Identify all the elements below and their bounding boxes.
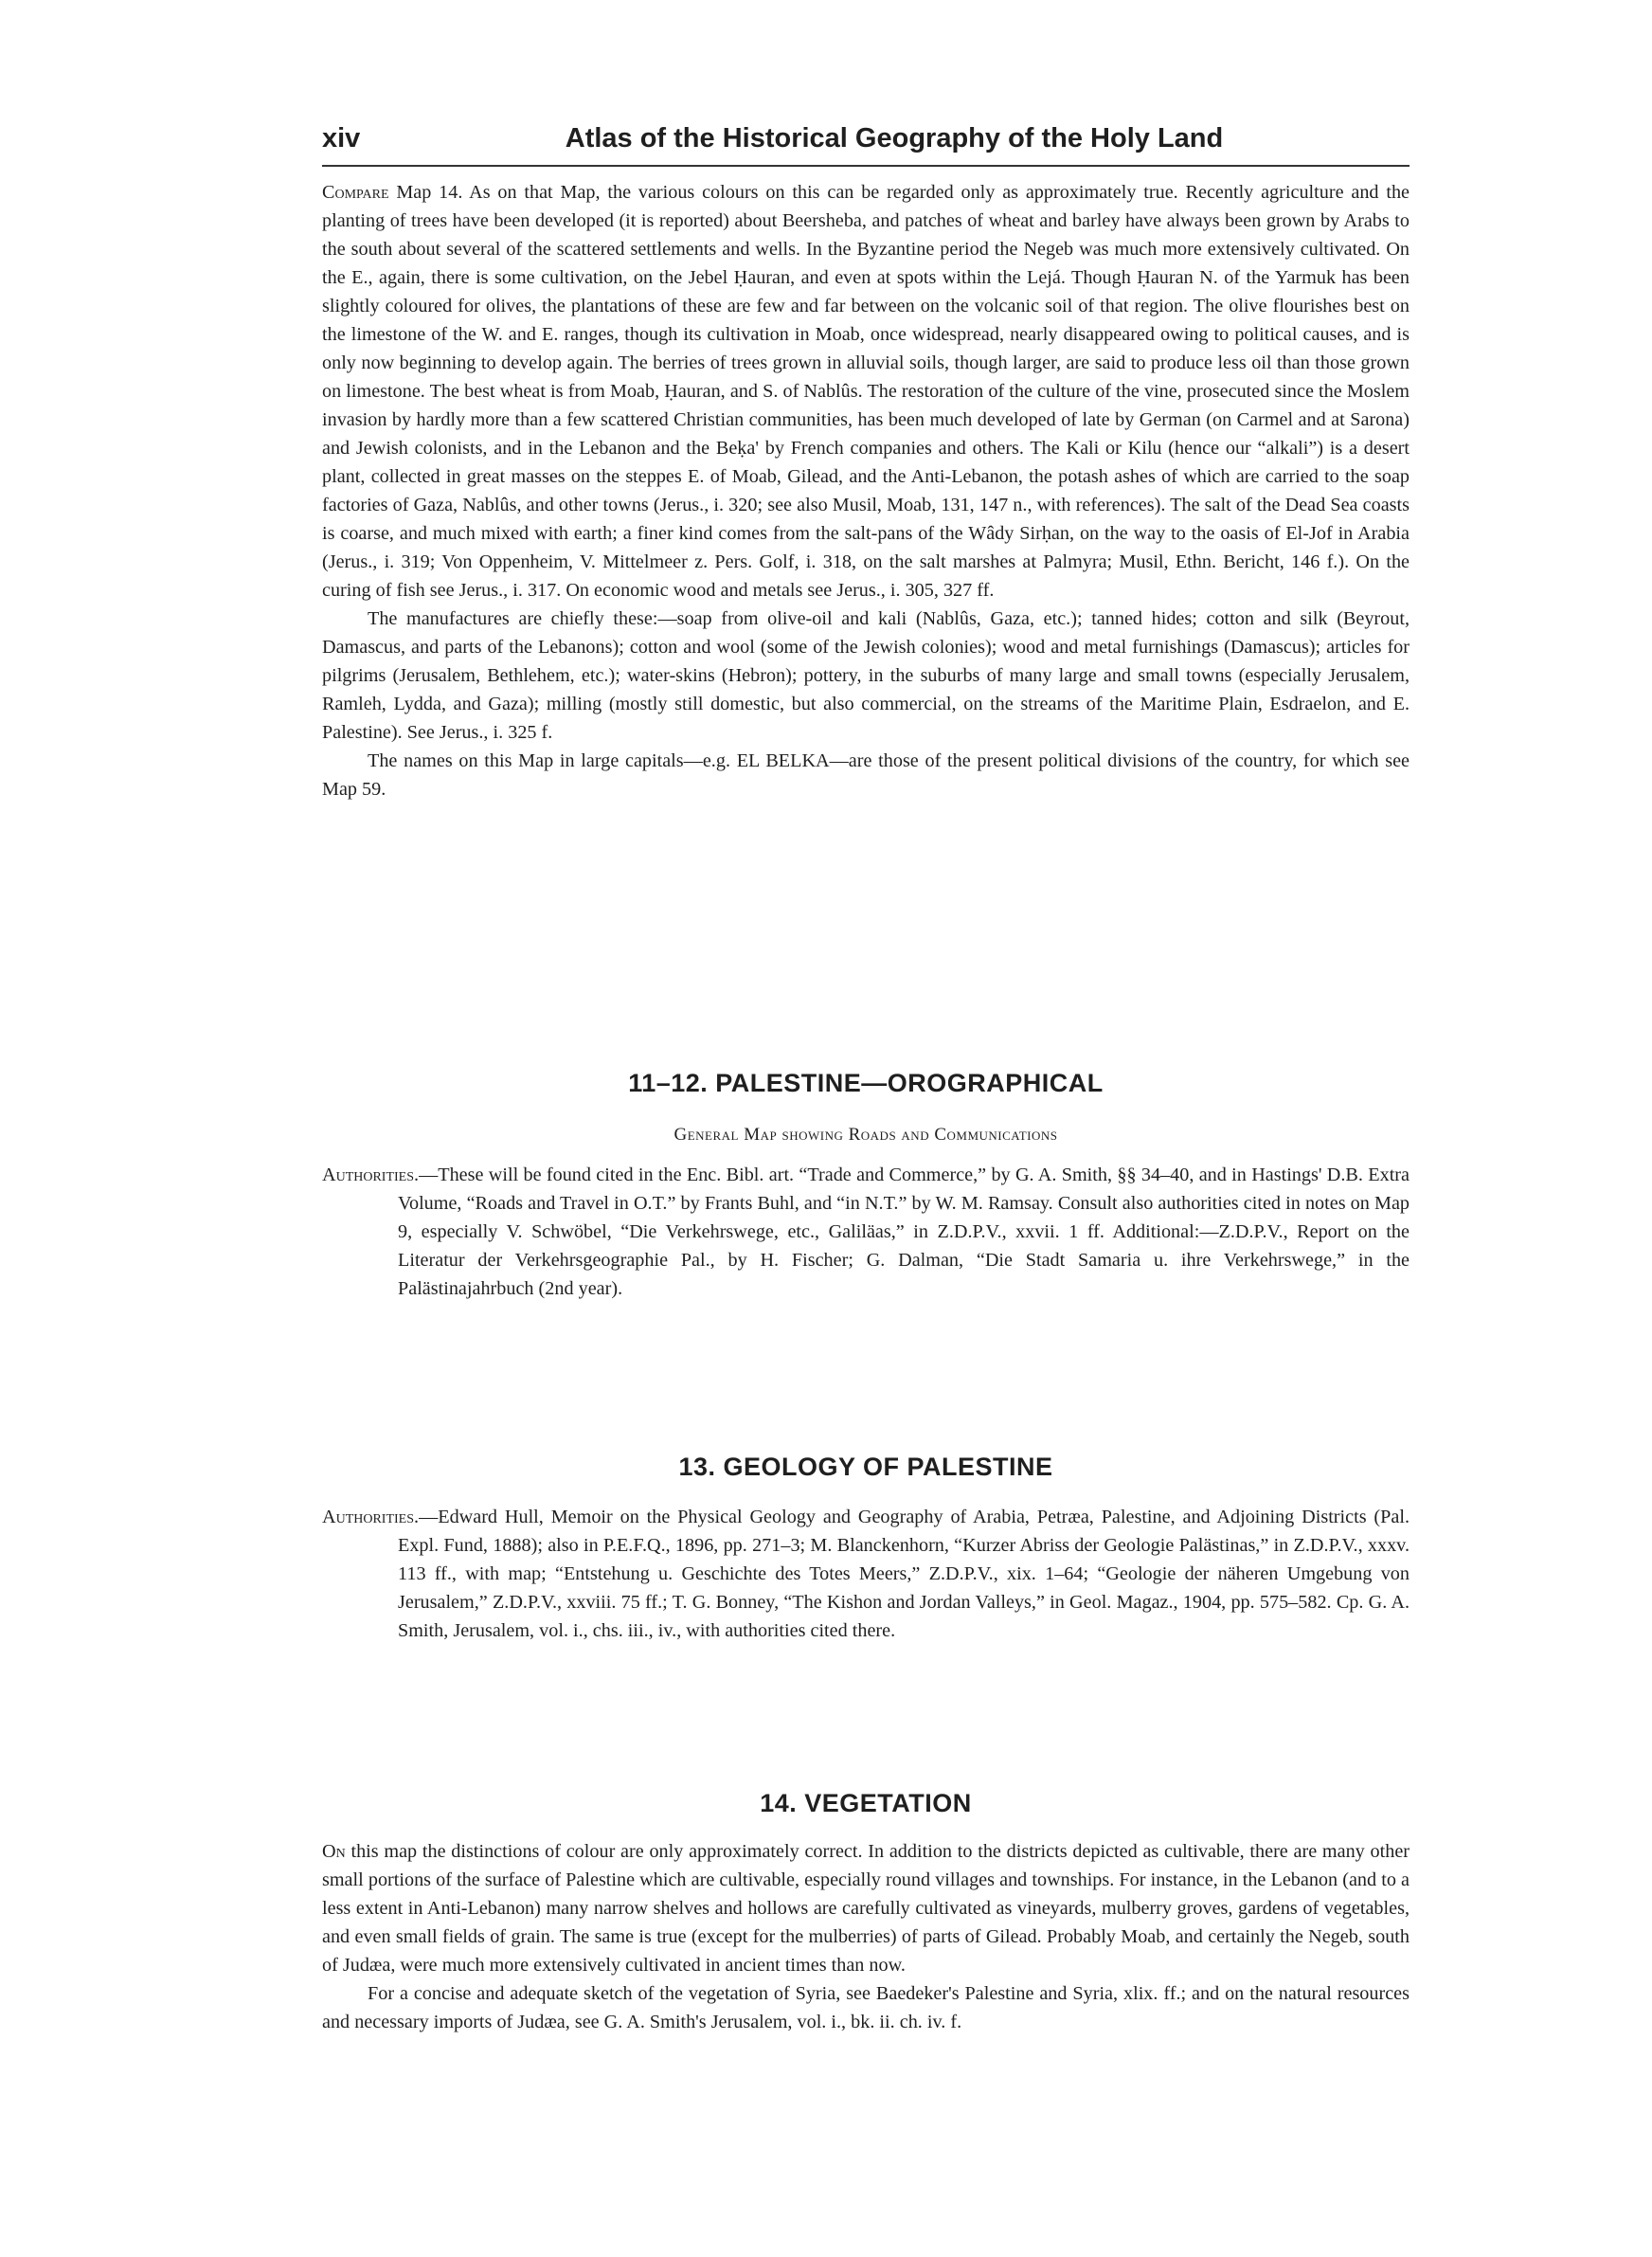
- section-subtitle: General Map showing Roads and Communications: [673, 1125, 1058, 1145]
- vegetation-body: [322, 1837, 1410, 2036]
- running-title: Atlas of the Historical Geography of the Holy Land: [565, 123, 1224, 153]
- section-title: 14. VEGETATION: [760, 1789, 972, 1817]
- paragraph-text: this map the distinctions of colour are only approximately correct. In addition to the districts depicted as cultivable, there are many other small portions of the surface of Palestine which are cultivable, especially round villages and townships. For instance, in the Lebanon (and to a less extent in Anti-Lebanon) many narrow shelves and hollows are carefully cultivated as vineyards, mulberry groves, gardens of vegetables, and even small fields of grain. The same is true (except for the mulberries) of parts of Gilead. Probably Moab, and certainly the Negeb, south of Judæa, were much more extensively cultivated in ancient times than now.: [322, 1841, 1410, 1976]
- authorities-paragraph: [322, 1503, 1410, 1645]
- lead-word: On: [322, 1841, 346, 1862]
- vegetation-paragraph-2: For a concise and adequate sketch of the vegetation of Syria, see Baedeker's Palestine and Syria, xlix. ff.; and on the natural resources and necessary imports of Judæa, see G. A. Smith's Jerusalem, vol. i., bk. ii. ch. iv. f.: [322, 1983, 1410, 2032]
- paragraph-text: —Edward Hull, Memoir on the Physical Geology and Geography of Arabia, Petræa, Palestine, and Adjoining Districts (Pal. Expl. Fund, 1888); also in P.E.F.Q., 1896, pp. 271–3; M. Blanckenhorn, “Kurzer Abriss der Geologie Palästinas,” in Z.D.P.V., xxxv. 113 ff., with map; “Entstehung u. Geschichte des Totes Meers,” Z.D.P.V., xix. 1–64; “Geologie der näheren Umgebung von Jerusalem,” Z.D.P.V., xxviii. 75 ff.; T. G. Bonney, “The Kishon and Jordan Valleys,” in Geol. Magaz., 1904, pp. 575–582. Cp. G. A. Smith, Jerusalem, vol. i., chs. iii., iv., with authorities cited there.: [398, 1507, 1410, 1641]
- section-title: 13. GEOLOGY OF PALESTINE: [678, 1453, 1053, 1481]
- section-geology: [322, 1453, 1410, 1645]
- running-header: [322, 119, 1410, 167]
- lead-word: Compare: [322, 182, 389, 203]
- intro-section: [322, 178, 1410, 803]
- intro-paragraph-1: [322, 178, 1410, 605]
- lead-word: Authorities.: [322, 1165, 420, 1185]
- intro-paragraph-2: The manufactures are chiefly these:—soap from olive-oil and kali (Nablûs, Gaza, etc.); tanned hides; cotton and silk (Beyrout, Damascus, and parts of the Lebanons); cotton and wool (some of the Jewish colonies); wood and metal furnishings (Damascus); articles for pilgrims (Jerusalem, Bethlehem, etc.); water-skins (Hebron); pottery, in the suburbs of many large and small towns (especially Jerusalem, Ramleh, Lydda, and Gaza); milling (mostly still domestic, but also commercial, on the streams of the Maritime Plain, Esdraelon, and E. Palestine). See Jerus., i. 325 f.: [322, 608, 1410, 743]
- page-number: xiv: [322, 123, 361, 153]
- vegetation-paragraph-1: [322, 1837, 1410, 1979]
- paragraph-text: —These will be found cited in the Enc. Bibl. art. “Trade and Commerce,” by G. A. Smith, §§ 34–40, and in Hastings' D.B. Extra Volume, “Roads and Travel in O.T.” by Frants Buhl, and “in N.T.” by W. M. Ramsay. Consult also authorities cited in notes on Map 9, especially V. Schwöbel, “Die Verkehrswege, etc., Galiläas,” in Z.D.P.V., xxvii. 1 ff. Additional:—Z.D.P.V., Report on the Literatur der Verkehrsgeographie Pal., by H. Fischer; G. Dalman, “Die Stadt Samaria u. ihre Verkehrswege,” in the Palästinajahrbuch (2nd year).: [398, 1165, 1410, 1299]
- section-vegetation: [322, 1789, 1410, 2036]
- section-title: 11–12. PALESTINE—OROGRAPHICAL: [628, 1069, 1104, 1097]
- lead-word: Authorities.: [322, 1507, 420, 1527]
- authorities-paragraph: [322, 1161, 1410, 1303]
- section-orographical: [322, 1069, 1410, 1303]
- paragraph-text: Map 14. As on that Map, the various colours on this can be regarded only as approximately true. Recently agriculture and the planting of trees have been developed (it is reported) about Beersheba, and patches of wheat and barley have always been grown by Arabs to the south about several of the scattered settlements and wells. In the Byzantine period the Negeb was much more extensively cultivated. On the E., again, there is some cultivation, on the Jebel Ḥauran, and even at spots within the Lejá. Though Ḥauran N. of the Yarmuk has been slightly coloured for olives, the plantations of these are few and far between on the volcanic soil of that region. The olive flourishes best on the limestone of the W. and E. ranges, though its cultivation in Moab, once widespread, nearly disappeared owing to political causes, and is only now beginning to develop again. The berries of trees grown in alluvial soils, though larger, are said to produce less oil than those grown on limestone. The best wheat is from Moab, Ḥauran, and S. of Nablûs. The restoration of the culture of the vine, prosecuted since the Moslem invasion by hardly more than a few scattered Christian communities, has been much developed of late by German (on Carmel and at Sarona) and Jewish colonists, and in the Lebanon and the Beḳa' by French companies and others. The Kali or Kilu (hence our “alkali”) is a desert plant, collected in great masses on the steppes E. of Moab, Gilead, and the Anti-Lebanon, the potash ashes of which are carried to the soap factories of Gaza, Nablûs, and other towns (Jerus., i. 320; see also Musil, Moab, 131, 147 n., with references). The salt of the Dead Sea coasts is coarse, and much mixed with earth; a finer kind comes from the salt-pans of the Wâdy Sirḥan, on the way to the oasis of El-Jof in Arabia (Jerus., i. 319; Von Oppenheim, V. Mittelmeer z. Pers. Golf, i. 318, on the salt marshes at Palmyra; Musil, Ethn. Bericht, 146 f.). On the curing of fish see Jerus., i. 317. On economic wood and metals see Jerus., i. 305, 327 ff.: [322, 182, 1410, 601]
- intro-paragraph-3: The names on this Map in large capitals—e.g. EL BELKA—are those of the present political divisions of the country, for which see Map 59.: [322, 750, 1410, 800]
